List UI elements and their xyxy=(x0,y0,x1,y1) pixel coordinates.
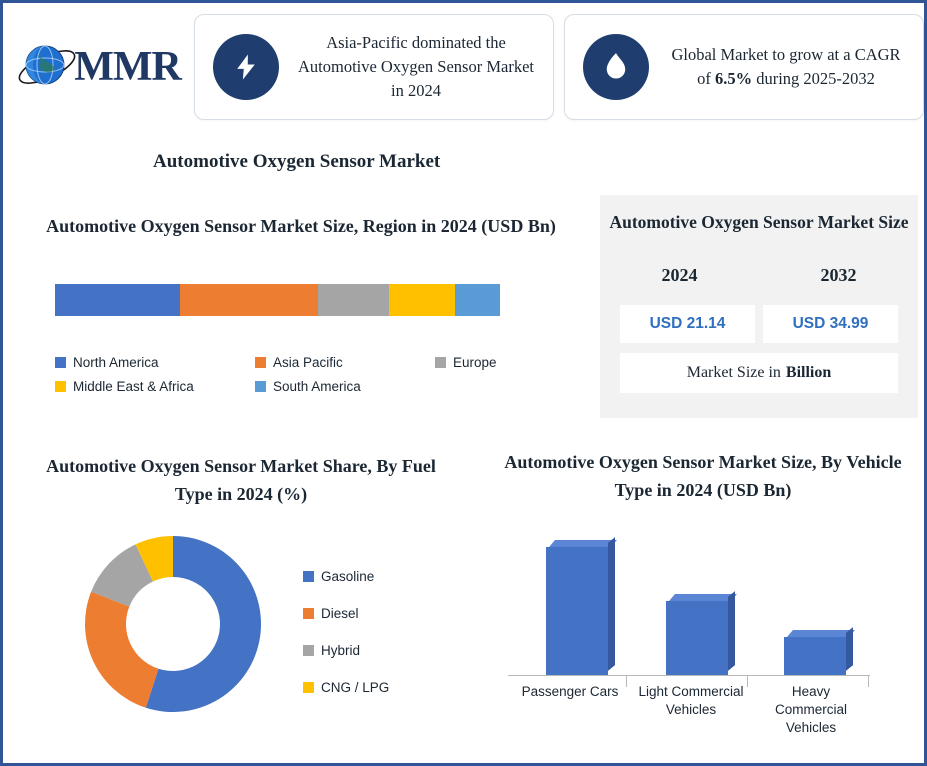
axis-tick xyxy=(747,675,748,687)
highlight-2-suffix: during 2025-2032 xyxy=(752,69,875,88)
market-size-values xyxy=(620,305,898,343)
region-segment xyxy=(55,284,180,316)
bar-top-face xyxy=(669,594,737,601)
legend-item-south-america xyxy=(255,379,435,394)
region-segment xyxy=(389,284,456,316)
fuel-type-chart-title: Automotive Oxygen Sensor Market Share, By Fuel Type in 2024 (%) xyxy=(46,456,436,504)
legend-label: Hybrid xyxy=(321,643,361,658)
legend-swatch-icon xyxy=(55,381,66,392)
legend-swatch-icon xyxy=(303,645,314,656)
legend-item-diesel xyxy=(303,606,389,621)
bar-heavy-commercial-vehicles xyxy=(784,637,846,675)
bar-top-face xyxy=(549,540,617,547)
legend-label: CNG / LPG xyxy=(321,680,390,695)
flame-icon xyxy=(583,34,649,100)
legend-swatch-icon xyxy=(435,357,446,368)
legend-item-gasoline xyxy=(303,569,389,584)
axis-tick xyxy=(626,675,627,687)
legend-swatch-icon xyxy=(303,608,314,619)
legend-label: Gasoline xyxy=(321,569,375,584)
region-chart-title: Automotive Oxygen Sensor Market Size, Region in 2024 (USD Bn) xyxy=(46,216,556,236)
market-size-card xyxy=(600,195,918,418)
highlight-text-1: Asia-Pacific dominated the Automotive Oxygen Sensor Market in 2024 xyxy=(297,33,534,100)
region-stacked-bar xyxy=(55,284,500,316)
region-segment xyxy=(180,284,318,316)
legend-item-cng-lpg xyxy=(303,680,389,695)
bar-passenger-cars xyxy=(546,547,608,675)
legend-label: Middle East & Africa xyxy=(73,379,194,394)
legend-label: Diesel xyxy=(321,606,359,621)
region-legend xyxy=(55,355,575,403)
category-label-passenger-cars: Passenger Cars xyxy=(521,684,619,699)
bolt-icon xyxy=(213,34,279,100)
legend-item-hybrid xyxy=(303,643,389,658)
market-size-unit-bold: Billion xyxy=(785,364,832,381)
vehicle-type-chart-title: Automotive Oxygen Sensor Market Size, By Vehicle Type in 2024 (USD Bn) xyxy=(504,452,902,500)
legend-label: South America xyxy=(273,379,361,394)
legend-label: Europe xyxy=(453,355,497,370)
legend-label: North America xyxy=(73,355,159,370)
region-segment xyxy=(455,284,500,316)
highlight-card-1 xyxy=(194,14,554,120)
legend-swatch-icon xyxy=(303,682,314,693)
logo-text: MMR xyxy=(74,44,181,90)
highlight-text-2 xyxy=(663,43,923,91)
legend-swatch-icon xyxy=(55,357,66,368)
market-size-unit xyxy=(620,353,898,393)
bar-light-commercial-vehicles xyxy=(666,601,728,675)
year-2024-label: 2024 xyxy=(661,265,698,285)
header xyxy=(3,3,924,131)
bar-side-face xyxy=(846,627,853,671)
bar-top-face xyxy=(787,630,855,637)
legend-item-europe xyxy=(435,355,497,370)
market-size-title: Automotive Oxygen Sensor Market Size xyxy=(609,212,909,232)
value-2024: USD 21.14 xyxy=(620,305,755,343)
legend-item-north-america xyxy=(55,355,255,370)
globe-icon xyxy=(16,36,78,98)
legend-item-middle-east-africa xyxy=(55,379,255,394)
highlight-card-2 xyxy=(564,14,924,120)
market-size-years xyxy=(600,265,918,286)
donut-slice xyxy=(85,592,158,708)
region-segment xyxy=(318,284,389,316)
page-title: Automotive Oxygen Sensor Market xyxy=(153,151,441,172)
legend-label: Asia Pacific xyxy=(273,355,343,370)
legend-swatch-icon xyxy=(303,571,314,582)
category-label-light-commercial-vehicles: Light Commercial Vehicles xyxy=(638,684,744,718)
market-size-unit-prefix: Market Size in xyxy=(686,364,781,381)
logo xyxy=(9,12,188,122)
category-label-heavy-commercial-vehicles: Heavy Commercial Vehicles xyxy=(774,684,847,736)
highlight-2-prefix: Global Market to grow at a CAGR of xyxy=(671,45,901,88)
legend-swatch-icon xyxy=(255,357,266,368)
highlight-2-cagr: 6.5% xyxy=(714,69,753,88)
legend-item-asia-pacific xyxy=(255,355,435,370)
vehicle-type-column-chart xyxy=(508,523,903,748)
fuel-type-legend xyxy=(303,569,389,717)
bar-side-face xyxy=(608,537,615,671)
value-2032: USD 34.99 xyxy=(763,305,898,343)
bar-side-face xyxy=(728,591,735,671)
year-2032-label: 2032 xyxy=(820,265,857,285)
axis-tick xyxy=(868,675,869,687)
fuel-type-donut xyxy=(79,530,267,718)
chart-axis xyxy=(508,675,870,676)
legend-swatch-icon xyxy=(255,381,266,392)
